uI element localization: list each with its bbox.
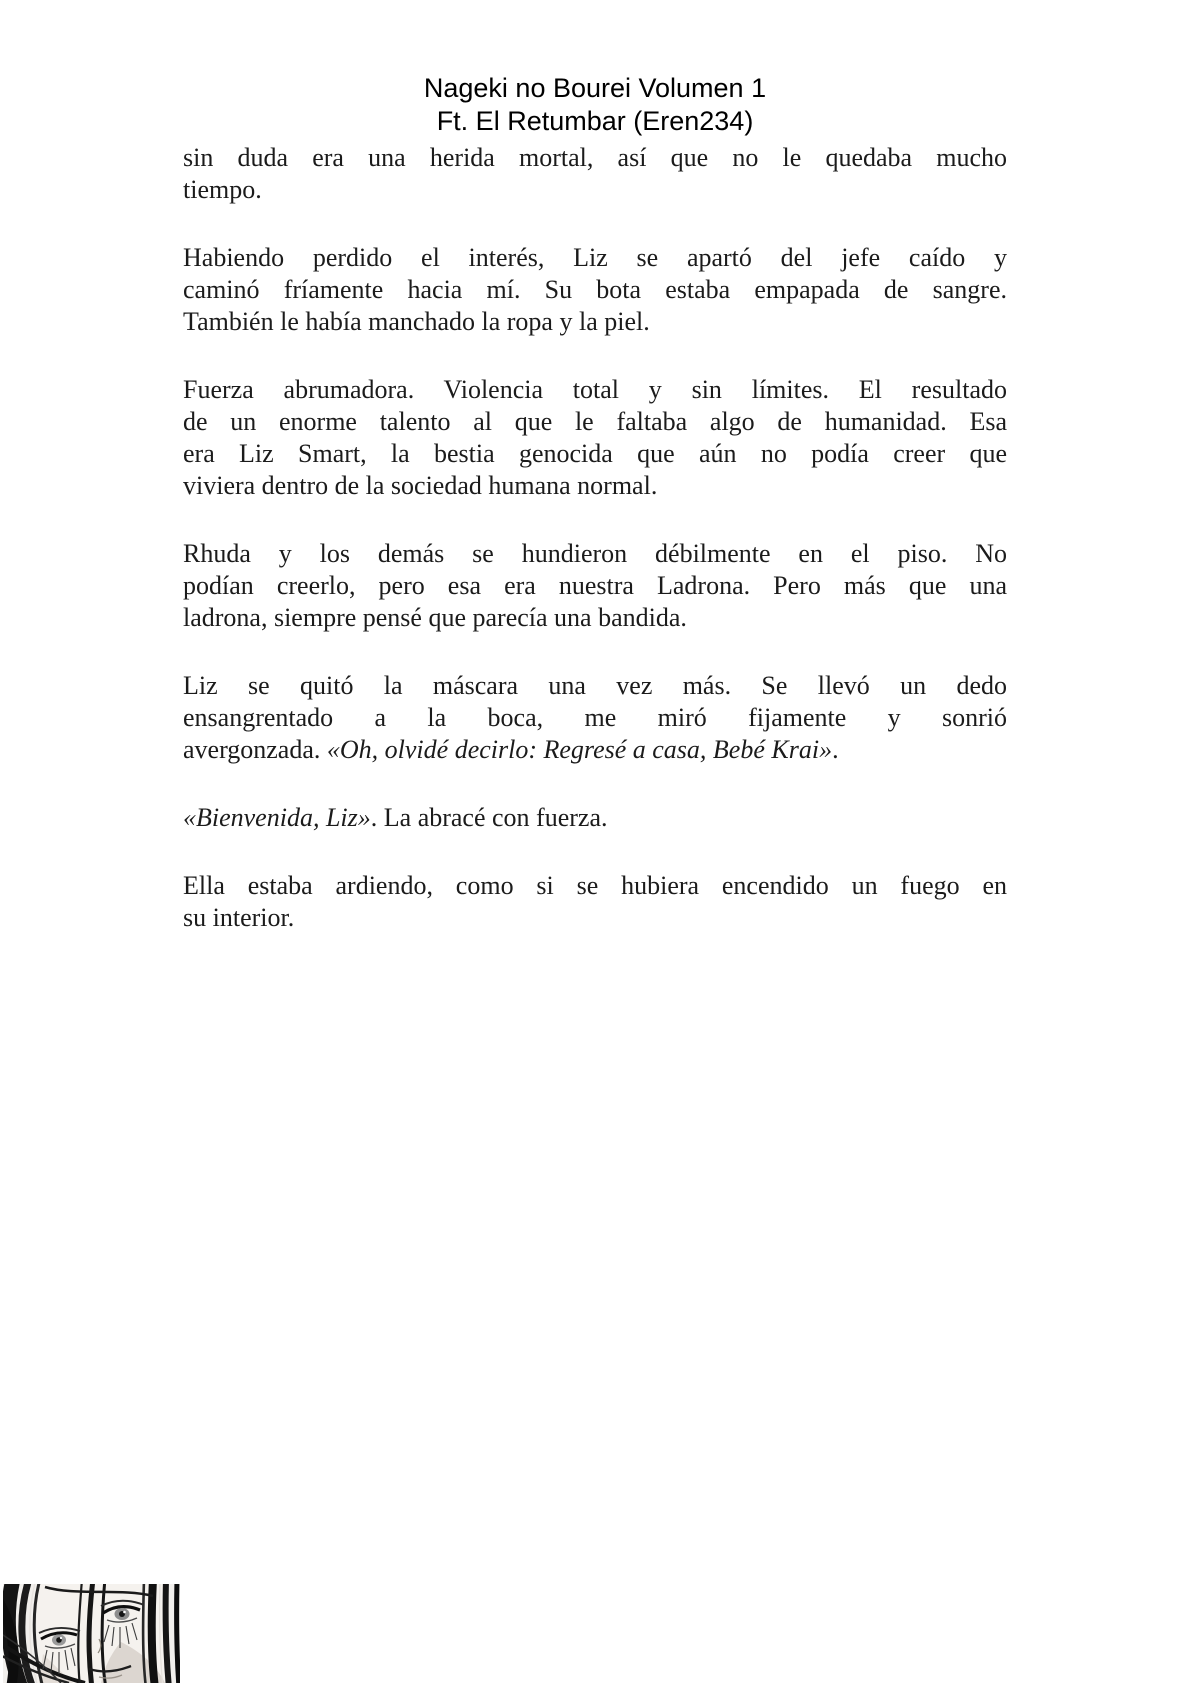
text-segment: sin duda era una herida mortal, así que no le quedaba mucho [183,143,1007,172]
text-segment: Habiendo perdido el interés, Liz se apartó del jefe caído y [183,243,1007,272]
paragraph [183,242,1007,338]
text-line [183,802,1007,834]
text-line [183,374,1007,406]
paragraph [183,670,1007,766]
manga-face-image [3,1584,180,1683]
text-line [183,870,1007,902]
text-line [183,902,1007,934]
manga-face-illustration [3,1584,180,1683]
page-header [0,72,1190,138]
text-line [183,142,1007,174]
paragraph [183,538,1007,634]
text-segment: ensangrentado a la boca, me miró fijamente y sonrió [183,703,1007,732]
paragraph [183,374,1007,502]
text-segment: viviera dentro de la sociedad humana normal. [183,471,658,500]
text-line [183,274,1007,306]
paragraph [183,142,1007,206]
text-segment: . La abracé con fuerza. [370,803,608,832]
text-segment: ladrona, siempre pensé que parecía una bandida. [183,603,687,632]
text-line [183,702,1007,734]
text-line [183,538,1007,570]
text-line [183,670,1007,702]
text-line [183,306,1007,338]
paragraph [183,870,1007,934]
text-segment: avergonzada. [183,735,327,764]
text-segment: Fuerza abrumadora. Violencia total y sin límites. El resultado [183,375,1007,404]
text-line [183,570,1007,602]
header-title: Nageki no Bourei Volumen 1 [423,73,767,103]
text-line [183,174,1007,206]
quoted-speech: «Oh, olvidé decirlo: Regresé a casa, Bebé Krai» [326,735,833,764]
text-segment: Rhuda y los demás se hundieron débilmente en el piso. No [183,539,1007,568]
text-segment: de un enorme talento al que le faltaba algo de humanidad. Esa [183,407,1007,436]
body-text [183,142,1007,970]
text-segment: Ella estaba ardiendo, como si se hubiera encendido un fuego en [183,871,1007,900]
text-line [183,470,1007,502]
text-line [183,734,1007,766]
text-segment: También le había manchado la ropa y la piel. [183,307,650,336]
text-segment: su interior. [183,903,295,932]
text-segment: era Liz Smart, la bestia genocida que aún no podía creer que [183,439,1007,468]
text-line [183,438,1007,470]
text-line [183,602,1007,634]
text-segment: . [832,735,839,764]
header-subtitle: Ft. El Retumbar (Eren234) [436,106,754,136]
text-segment: tiempo. [183,175,262,204]
quoted-speech: «Bienvenida, Liz» [183,803,371,832]
text-segment: podían creerlo, pero esa era nuestra Ladrona. Pero más que una [183,571,1007,600]
text-segment: caminó fríamente hacia mí. Su bota estaba empapada de sangre. [183,275,1007,304]
paragraph [183,802,1007,834]
text-line [183,406,1007,438]
text-line [183,242,1007,274]
text-segment: Liz se quitó la máscara una vez más. Se llevó un dedo [183,671,1007,700]
